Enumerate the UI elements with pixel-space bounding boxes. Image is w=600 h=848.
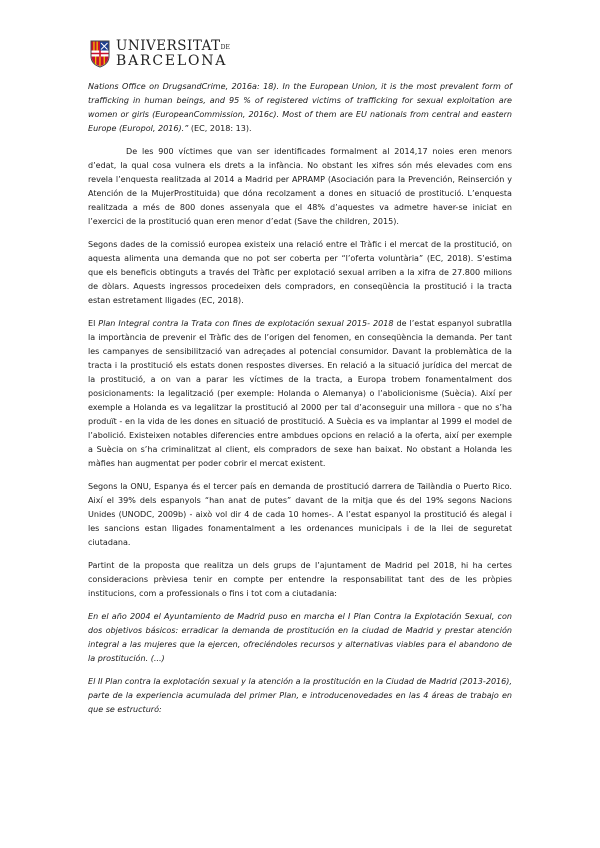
university-logo: [90, 34, 230, 74]
plan-intro: El: [88, 319, 99, 328]
paragraph-plan-integral: [88, 317, 512, 471]
quote-citation: (EC, 2018: 13).: [188, 124, 252, 133]
paragraph-european-commission: Segons dades de la comissió europea existeix una relació entre el Tràfic i el mercat de la prostitució, on aquesta alimenta una demanda que no pot ser coberta per “l’oferta voluntària” (EC, 2018). S’estima que els beneficis obtinguts a través del Tràfic per explotació sexual arriben a la xifra de 27.800 milions de dòlars. Aquests ingressos procedeixen dels compradors, en conseqüència la prostitució i la tracta estan estretament lligades (EC, 2018).: [88, 240, 512, 305]
plan-text: de l’estat espanyol subratlla la importància de prevenir el Tràfic des de l’origen del fenomen, en conseqüència la demanda. Per tant les campanyes de sensibilització van adreçades al potencial consumidor. Davant la problemàtica de la tracta i la prostitució els estats donen respostes diverses. En relació a la situació jurídica del mercat de la prostitució, a on van a parar les víctimes de la tracta, a Europa trobem fonamentalment dos posicionaments: la legalització (per exemple: Holanda o Alemanya) o l’abolicionisme (Suècia). Així per exemple a Holanda es va legalitzar la prostitució al 2000 per tal d’aconseguir una millora - que no s’ha produït - en la vida de les dones en situació de prostitució. A Suècia es va implantar al 1999 el model de l’abolició. Existeixen notables diferencies entre ambdues opcions en relació a la oferta, així per exemple a Suècia on s’ha criminalitzat al client, els compradors de sexe han baixat. No obstant a Holanda les màfies han augmentat per poder cobrir el mercat existent.: [88, 319, 512, 468]
document-body: [88, 80, 512, 726]
paragraph-victims: De les 900 víctimes que van ser identificades formalment al 2014,17 noies eren menors d’edat, la qual cosa vulnera els drets a la infància. No obstant les xifres són més elevades com ens revela l’enquesta realitzada al 2014 a Madrid per APRAMP (Asociación para la Prevención, Reinserción y Atención de la MujerProstituida) que dóna recolzament a dones en situació de prostitució. L’enquesta realitzada a més de 800 dones assenyala que el 48% d’aquestes va admetre haver-se iniciat en l’exercici de la prostitució quan eren menor d’edat (Save the children, 2015).: [88, 147, 512, 226]
paragraph-quote-eu: [88, 80, 512, 136]
logo-word-de: DE: [220, 43, 230, 51]
logo-line-barcelona: BARCELONA: [116, 53, 228, 70]
logo-line-university: [116, 37, 230, 54]
quote-text: Nations Office on DrugsandCrime, 2016a: 18). In the European Union, it is the most prevalent form of trafficking in human beings, and 95 % of registered victims of trafficking for sexual exploitation are women or girls (EuropeanCommission, 2016c). Most of them are EU nationals from central and eastern Europe (Europol, 2016).”: [88, 82, 512, 133]
paragraph-onu: Segons la ONU, Espanya és el tercer país en demanda de prostitució darrera de Tailàndia o Puerto Rico. Així el 39% dels espanyols “han anat de putes” davant de la mitja que és del 19% segons Nacions Unides (UNODC, 2009b) - això vol dir 4 de cada 10 homes-. A l’estat espanyol la prostitució és alegal i les sancions estan lligades fonamentalment a les ordenances municipals i de la llei de seguretat ciutadana.: [88, 482, 512, 547]
paragraph-madrid-proposal: Partint de la proposta que realitza un dels grups de l’ajuntament de Madrid pel 2018, hi ha certes consideracions prèviesa tenir en compte per entendre la responsabilitat tant des de les pròpies institucions, com a professionals o fins i tot com a ciutadania:: [88, 561, 512, 598]
logo-wordmark: [116, 37, 230, 70]
paragraph-quote-first-plan: En el año 2004 el Ayuntamiento de Madrid puso en marcha el I Plan Contra la Explotación Sexual, con dos objetivos básicos: erradicar la demanda de prostitución en la ciudad de Madrid y prestar atención integral a las mujeres que la ejercen, ofreciéndoles recursos y alternativas viables para el abandono de la prostitución. (...): [88, 612, 512, 663]
university-shield-icon: [90, 40, 110, 68]
paragraph-quote-second-plan: El II Plan contra la explotación sexual y la atención a la prostitución en la Ciudad de Madrid (2013-2016), parte de la experiencia acumulada del primer Plan, e introducenovedades en las 4 áreas de trabajo en que se estructuró:: [88, 677, 512, 714]
logo-word-universitat: UNIVERSITAT: [116, 37, 221, 54]
plan-title: Plan Integral contra la Trata con fines de explotación sexual 2015- 2018: [98, 319, 394, 328]
